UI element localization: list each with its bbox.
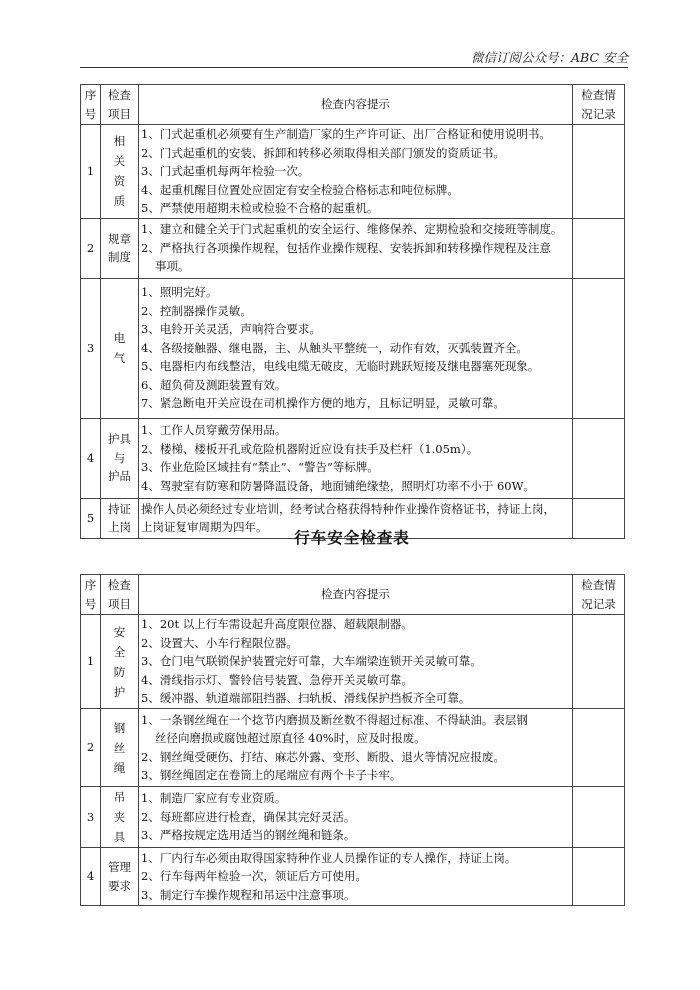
row-content: 1、制造厂家应有专业资质。 2、每班都应进行检查，确保其完好灵活。 3、严格按规定选用适当的钢丝绳和链条。 <box>139 787 573 848</box>
row-number: 3 <box>81 787 101 848</box>
col-header-record: 检查情 况记录 <box>573 575 625 615</box>
row-content: 1、建立和健全关于门式起重机的安全运行、维修保养、定期检验和交接班等制度。 2、严格执行各项操作规程，包括作业操作规程、安装拆卸和转移操作规程及注意 事项。 <box>139 218 573 278</box>
row-content: 1、一条钢丝绳在一个捻节内磨损及断丝数不得超过标准、不得缺油。表层钢 丝径向磨损或腐蚀超过原直径 40%时，应及时报废。 2、钢丝绳受硬伤、打结、麻芯外露、变形、断股、退火等情况应报废。 3、钢丝绳固定在卷筒上的尾端应有两个卡子卡牢。 <box>139 709 573 787</box>
row-number: 2 <box>81 709 101 787</box>
row-record-cell[interactable] <box>573 787 625 848</box>
row-item: 钢 丝 绳 <box>101 709 139 787</box>
table-row <box>81 787 625 848</box>
row-record-cell[interactable] <box>573 709 625 787</box>
col-header-record: 检查情 况记录 <box>573 85 625 125</box>
row-item: 电 气 <box>101 278 139 418</box>
table-row <box>81 848 625 906</box>
row-item: 持证 上岗 <box>101 498 139 538</box>
overhead-crane-checklist-table <box>80 574 625 906</box>
table-header-row <box>81 85 625 125</box>
row-content: 1、照明完好。 2、控制器操作灵敏。 3、电铃开关灵活，声响符合要求。 4、各级接触器、继电器，主、从触头平整统一，动作有效，灭弧装置齐全。 5、电器柜内布线整洁，电线电缆无破皮，无临时跳跃短接及继电器塞死现象。 6、超负荷及测距装置有效。 7、紧急断电开关应设在司机操作方便的地方，且标记明显，灵敏可靠。 <box>139 278 573 418</box>
gantry-crane-checklist-table <box>80 84 625 539</box>
col-header-item: 检查 项目 <box>101 85 139 125</box>
row-number: 1 <box>81 615 101 709</box>
row-content: 1、20t 以上行车需设起升高度限位器、超载限制器。 2、设置大、小车行程限位器。 3、仓门电气联锁保护装置完好可靠，大车端梁连锁开关灵敏可靠。 4、滑线指示灯、警铃信号装置、急停开关灵敏可靠。 5、缓冲器、轨道端部阻挡器、扫轨板、滑线保护挡板齐全可靠。 <box>139 615 573 709</box>
row-number: 1 <box>81 125 101 219</box>
row-item: 相 关 资 质 <box>101 125 139 219</box>
row-item: 护具 与 护品 <box>101 418 139 498</box>
table-row <box>81 709 625 787</box>
row-item: 安 全 防 护 <box>101 615 139 709</box>
header-divider <box>80 67 628 68</box>
row-content: 1、工作人员穿戴劳保用品。 2、楼梯、楼板开孔或危险机器附近应设有扶手及栏杆（1.05m）。 3、作业危险区域挂有“禁止”、“警告”等标牌。 4、驾驶室有防寒和防暑降温设备，地面铺绝缘垫，照明灯功率不小于 60W。 <box>139 418 573 498</box>
col-header-no: 序 号 <box>81 575 101 615</box>
table-row <box>81 125 625 219</box>
row-number: 2 <box>81 218 101 278</box>
row-record-cell[interactable] <box>573 218 625 278</box>
row-record-cell[interactable] <box>573 125 625 219</box>
row-item: 管理 要求 <box>101 848 139 906</box>
col-header-content: 检查内容提示 <box>139 575 573 615</box>
row-number: 5 <box>81 498 101 538</box>
table-row <box>81 218 625 278</box>
table-row <box>81 278 625 418</box>
row-content: 1、门式起重机必须要有生产制造厂家的生产许可证、出厂合格证和使用说明书。 2、门式起重机的安装、拆卸和转移必须取得相关部门颁发的资质证书。 3、门式起重机每两年检验一次。 4、起重机醒目位置处应固定有安全检验合格标志和吨位标牌。 5、严禁使用超期未检或检验不合格的起重机。 <box>139 125 573 219</box>
row-record-cell[interactable] <box>573 615 625 709</box>
col-header-item: 检查 项目 <box>101 575 139 615</box>
table-row <box>81 418 625 498</box>
row-item: 规章 制度 <box>101 218 139 278</box>
table-row <box>81 615 625 709</box>
section-title: 行车安全检查表 <box>294 529 410 547</box>
col-header-no: 序 号 <box>81 85 101 125</box>
row-item: 吊 夹 具 <box>101 787 139 848</box>
row-content: 操作人员必须经过专业培训，经考试合格获得特种作业操作资格证书，持证上岗， 上岗证复审周期为四年。 <box>139 498 573 538</box>
row-record-cell[interactable] <box>573 418 625 498</box>
table-header-row <box>81 575 625 615</box>
row-record-cell[interactable] <box>573 278 625 418</box>
col-header-content: 检查内容提示 <box>139 85 573 125</box>
row-content: 1、厂内行车必须由取得国家特种作业人员操作证的专人操作，持证上岗。 2、行车每两年检验一次，领证后方可使用。 3、制定行车操作规程和吊运中注意事项。 <box>139 848 573 906</box>
row-record-cell[interactable] <box>573 848 625 906</box>
page-header-text: 微信订阅公众号：ABC 安全 <box>471 50 628 65</box>
row-number: 4 <box>81 418 101 498</box>
row-number: 4 <box>81 848 101 906</box>
row-number: 3 <box>81 278 101 418</box>
